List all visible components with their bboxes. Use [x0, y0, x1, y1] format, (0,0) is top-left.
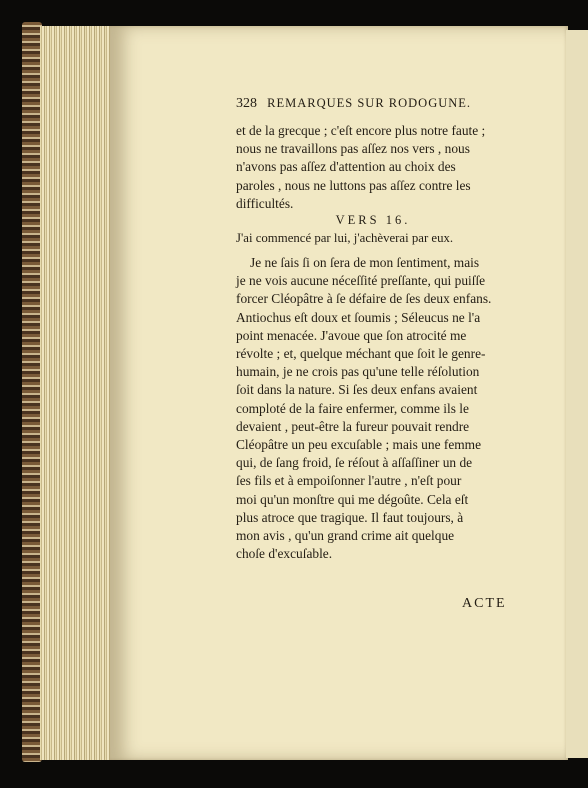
text-line: comploté de la faire enfermer, comme ils le	[236, 400, 469, 416]
text-line: humain, je ne crois pas qu'une telle réſolution	[236, 364, 480, 380]
text-line: plus atroce que tragique. Il faut toujours, à	[236, 509, 464, 525]
text-line: point menacée. J'avoue que ſon atrocité me	[236, 327, 467, 343]
text-line: mon avis , qu'un grand crime ait quelque	[236, 528, 455, 544]
text-line: n'avons pas aſſez d'attention au choix des	[236, 159, 456, 175]
running-header	[236, 96, 510, 112]
text-line: qui, de ſang froid, ſe réſout à aſſaſſiner un de	[236, 455, 473, 471]
text-line: et de la grecque ; c'eſt encore plus notre faute ;	[236, 123, 486, 138]
text-line: moi qu'un monſtre qui me dégoûte. Cela eſt	[236, 491, 469, 507]
text-line: devaient , peut-être la fureur pouvait rendre	[236, 418, 470, 434]
text-line: forcer Cléopâtre à ſe défaire de ſes deux enfans.	[236, 291, 492, 307]
text-line: paroles , nous ne luttons pas aſſez contre les	[236, 177, 471, 193]
page-number: 328	[236, 96, 257, 111]
text-line: révolte ; et, quelque méchant que ſoit le genre-	[236, 346, 486, 362]
text-line: choſe d'excuſable.	[236, 546, 333, 562]
catchword: ACTE	[462, 596, 507, 611]
running-title: REMARQUES SUR RODOGUNE.	[267, 96, 472, 110]
page-edges	[40, 26, 116, 760]
book-spine-binding	[22, 22, 42, 762]
quoted-verse: J'ai commencé par lui, j'achèverai par eux.	[236, 231, 454, 245]
paragraph-1	[236, 122, 510, 213]
text-line: je ne vois aucune néceſſité preſſante, qui puiſſe	[236, 273, 486, 289]
text-line: ſoit dans la nature. Si ſes deux enfans avaient	[236, 382, 478, 398]
text-line: Cléopâtre un peu excuſable ; mais une femme	[236, 437, 482, 453]
verse-heading: VERS 16.	[335, 213, 411, 227]
text-line: nous ne travaillons pas aſſez nos vers , nous	[236, 141, 470, 157]
facing-page-edge	[566, 30, 588, 758]
text-line: ſes fils et à empoiſonner l'autre , n'eſt pour	[236, 473, 462, 489]
text-line: Je ne ſais ſi on ſera de mon ſentiment, mais	[250, 255, 480, 270]
text-line: difficultés.	[236, 195, 294, 211]
paragraph-2	[236, 254, 510, 563]
text-line: Antiochus eſt doux et ſoumis ; Séleucus ne l'a	[236, 309, 481, 325]
